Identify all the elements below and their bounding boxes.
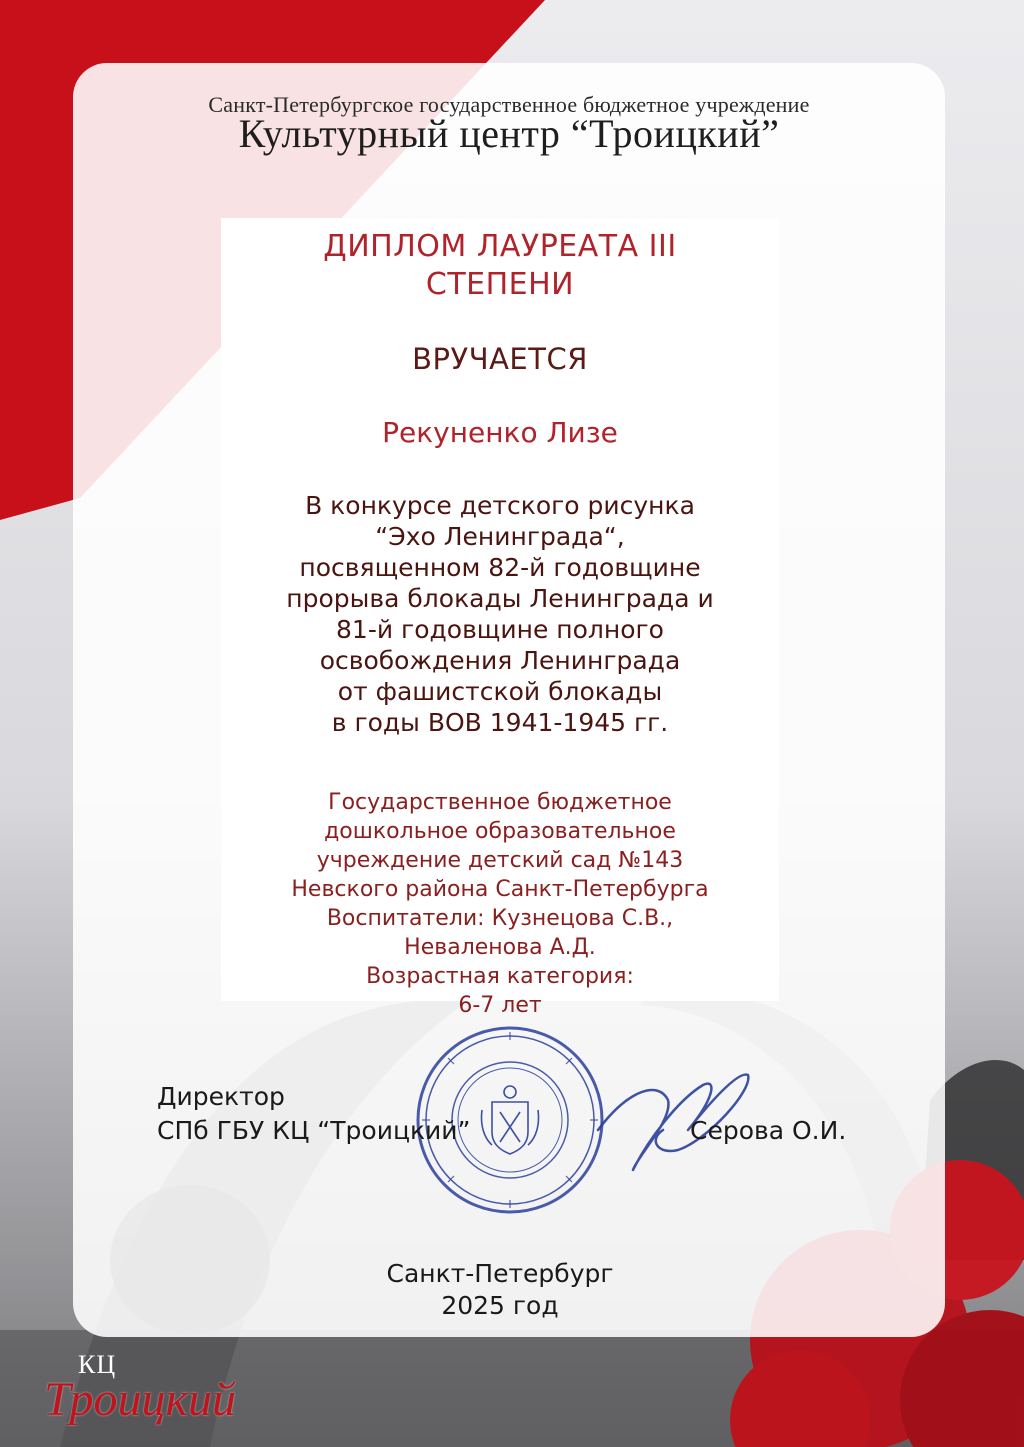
- institution-line: Возрастная категория:: [366, 964, 634, 989]
- director-title: Директор: [157, 1082, 285, 1111]
- contest-line: “Эхо Ленинграда“,: [375, 522, 625, 551]
- title-line-2: СТЕПЕНИ: [425, 267, 575, 302]
- institution-details: [200, 788, 800, 1020]
- logo-main-text: Троицкий: [44, 1373, 236, 1426]
- contest-line: посвященном 82-й годовщине: [299, 553, 701, 582]
- institution-line: 6-7 лет: [458, 993, 542, 1018]
- recipient-name: Рекуненко Лизе: [382, 416, 618, 449]
- contest-line: освобождения Ленинграда: [319, 646, 681, 675]
- logo-small-text: КЦ: [78, 1350, 117, 1379]
- institution-header: Санкт-Петербургское государственное бюджетное учреждение: [208, 92, 810, 117]
- contest-line: в годы ВОВ 1941-1945 гг.: [331, 708, 669, 737]
- institution-line: Неваленова А.Д.: [404, 935, 596, 960]
- institution-line: дошкольное образовательное: [324, 819, 676, 844]
- signature-position: [157, 1080, 471, 1148]
- title-line-1: ДИПЛОМ ЛАУРЕАТА III: [323, 229, 677, 264]
- footer: [200, 1258, 800, 1322]
- contest-description: [200, 490, 800, 738]
- diploma-title: [200, 228, 800, 304]
- institution-line: Невского района Санкт-Петербурга: [291, 877, 709, 902]
- center-name: Культурный центр “Троицкий”: [238, 111, 780, 156]
- footer-city: Санкт-Петербург: [386, 1259, 614, 1288]
- organization-name: СПб ГБУ КЦ “Троицкий”: [157, 1116, 471, 1145]
- institution-line: Воспитатели: Кузнецова С.В.,: [326, 906, 674, 931]
- contest-line: В конкурсе детского рисунка: [305, 491, 695, 520]
- footer-year: 2025 год: [441, 1291, 559, 1320]
- awarded-label: ВРУЧАЕТСЯ: [412, 342, 588, 376]
- contest-line: от фашистской блокады: [337, 677, 663, 706]
- institution-line: Государственное бюджетное: [328, 790, 672, 815]
- institution-line: учреждение детский сад №143: [316, 848, 684, 873]
- contest-line: прорыва блокады Ленинграда и: [286, 584, 714, 613]
- signer-name: Серова О.И.: [690, 1116, 847, 1145]
- contest-line: 81-й годовщине полного: [336, 615, 664, 644]
